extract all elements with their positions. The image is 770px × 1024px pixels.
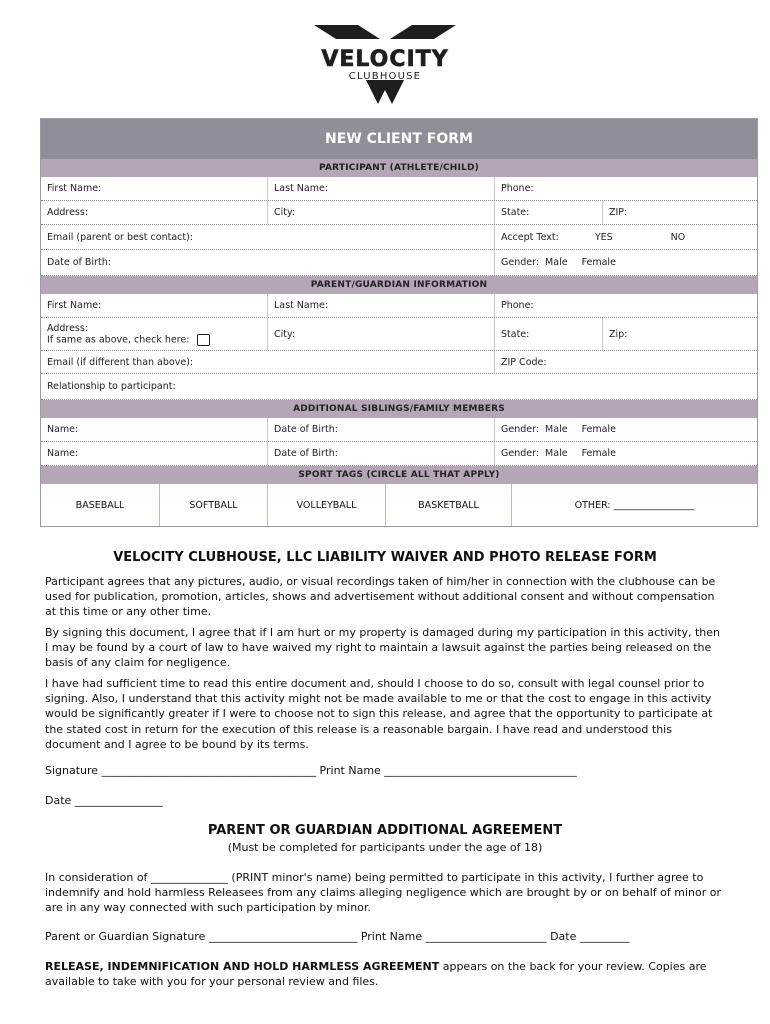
participant-email-field[interactable]: Email (parent or best contact): [47,231,194,243]
sibling-name-field[interactable]: Name: [47,424,79,435]
parent-last-name-field[interactable]: Last Name: [267,294,494,317]
sibling-gender-field[interactable]: Gender: Male Female [494,418,757,441]
participant-phone-field[interactable]: Phone: [494,177,757,200]
participant-row-email [41,225,757,250]
logo-title: VELOCITY [321,47,449,72]
relationship-field[interactable]: Relationship to participant: [47,381,176,392]
sport-tags-row [41,484,757,526]
participant-accept-text-field[interactable]: Accept Text: YES NO [494,225,757,249]
same-as-above-checkbox[interactable] [197,334,210,346]
parent-row-name [41,294,757,318]
accept-text-no-option[interactable]: NO [670,231,686,243]
participant-gender-field[interactable]: Gender: Male Female [494,250,757,275]
participant-city-field[interactable]: City: [267,201,494,224]
new-client-form [40,118,758,527]
participant-row-name [41,177,757,201]
waiver-signature-line[interactable]: Signature _______________________________________ Print Name ___________________________________ [45,764,577,777]
parent-city-field[interactable]: City: [267,318,494,350]
parent-phone-field[interactable]: Phone: [494,294,757,317]
waiver-title: VELOCITY CLUBHOUSE, LLC LIABILITY WAIVER AND PHOTO RELEASE FORM [113,550,657,565]
parent-state-field[interactable]: State: [494,318,602,350]
sport-tag-other[interactable]: OTHER: _________________ [511,484,757,526]
participant-state-field[interactable]: State: [494,201,602,224]
logo-wing-left-icon [314,25,380,39]
parent-row-email [41,351,757,374]
waiver-date-line[interactable]: Date ________________ [45,794,163,807]
sibling-dob-field[interactable]: Date of Birth: [267,418,494,441]
sibling-row [41,442,757,466]
release-notice-text: appears on the back for your review. Copies are available to take with you for your personal review and files. [45,960,707,989]
sibling-row [41,418,757,442]
participant-zip-field[interactable]: ZIP: [602,201,757,224]
guardian-agreement-subtitle: (Must be completed for participants under the age of 18) [227,841,543,854]
sport-tag-volleyball[interactable]: VOLLEYBALL [267,484,385,526]
form-title: NEW CLIENT FORM [41,119,757,159]
parent-row-relationship [41,374,757,400]
waiver-paragraph-1: Participant agrees that any pictures, audio, or visual recordings taken of him/her in connection with the clubhouse can be used for publication, promotion, articles, shows and advertisement without additional consent and without compensation at this time or any other time. [45,575,716,619]
section-siblings-header: ADDITIONAL SIBLINGS/FAMILY MEMBERS [41,400,757,418]
sibling-gender-male-option[interactable]: Male [545,424,568,435]
waiver-paragraph-2: By signing this document, I agree that if I am hurt or my property is damaged during my participation in this activity, then I may be found by a court of law to have waived my right to maintain a lawsuit against the parties being released on the basis of any claim for negligence. [45,626,720,670]
participant-dob-field[interactable]: Date of Birth: [47,257,111,268]
guardian-agreement-paragraph: In consideration of ______________ (PRINT minor's name) being permitted to participate in this activity, I further agree to indemnify and hold harmless Releasees from any claims alleging negligence which are brought by or on behalf of minor or are in any way connected with such participation by minor. [45,871,722,915]
logo-chevron-icon [366,80,404,104]
waiver-paragraph-3: I have had sufficient time to read this entire document and, should I choose to do so, consult with legal counsel prior to signing. Also, I understand that this activity might not be made available to me or that the cost to engage in this activity would be significantly greater if I were to choose not to sign this release, and agree that the opportunity to participate at the stated cost in return for the execution of this release is a reasonable bargain. I have read and understood this document and I agree to be bound by its terms. [45,677,713,751]
gender-female-option[interactable]: Female [581,257,616,268]
parent-zip-code-field[interactable]: ZIP Code: [494,351,757,373]
gender-male-option[interactable]: Male [545,257,568,268]
parent-email-field[interactable]: Email (if different than above): [47,356,194,368]
participant-first-name-field[interactable]: First Name: [47,183,102,194]
sibling-gender-female-option[interactable]: Female [581,424,616,435]
logo-subtitle: CLUBHOUSE [348,71,422,82]
participant-row-address [41,201,757,225]
release-notice [45,959,725,989]
participant-last-name-field[interactable]: Last Name: [267,177,494,200]
sibling-gender-male-option[interactable]: Male [545,448,568,459]
section-sports-header: SPORT TAGS (CIRCLE ALL THAT APPLY) [41,466,757,484]
section-parent-header: PARENT/GUARDIAN INFORMATION [41,276,757,294]
sibling-gender-field[interactable]: Gender: Male Female [494,442,757,465]
sibling-dob-field[interactable]: Date of Birth: [267,442,494,465]
parent-address-field[interactable]: Address: If same as above, check here: [41,318,267,350]
section-participant-header: PARTICIPANT (ATHLETE/CHILD) [41,159,757,177]
sibling-gender-female-option[interactable]: Female [581,448,616,459]
sport-tag-basketball[interactable]: BASKETBALL [385,484,511,526]
release-notice-bold: RELEASE, INDEMNIFICATION AND HOLD HARMLESS AGREEMENT [45,960,440,973]
accept-text-yes-option[interactable]: YES [594,231,613,243]
guardian-signature-line[interactable]: Parent or Guardian Signature ___________________________ Print Name ______________________ Date _________ [45,930,630,943]
parent-zip-field[interactable]: Zip: [602,318,757,350]
sibling-name-field[interactable]: Name: [47,448,79,459]
sport-tag-baseball[interactable]: BASEBALL [75,499,125,511]
parent-row-address [41,318,757,351]
participant-address-field[interactable]: Address: [47,207,89,218]
parent-first-name-field[interactable]: First Name: [47,300,102,311]
participant-row-dob [41,250,757,276]
guardian-agreement-title: PARENT OR GUARDIAN ADDITIONAL AGREEMENT [207,823,563,838]
velocity-clubhouse-logo [300,22,470,104]
sport-tag-softball[interactable]: SOFTBALL [159,484,267,526]
logo-wing-right-icon [390,25,456,39]
